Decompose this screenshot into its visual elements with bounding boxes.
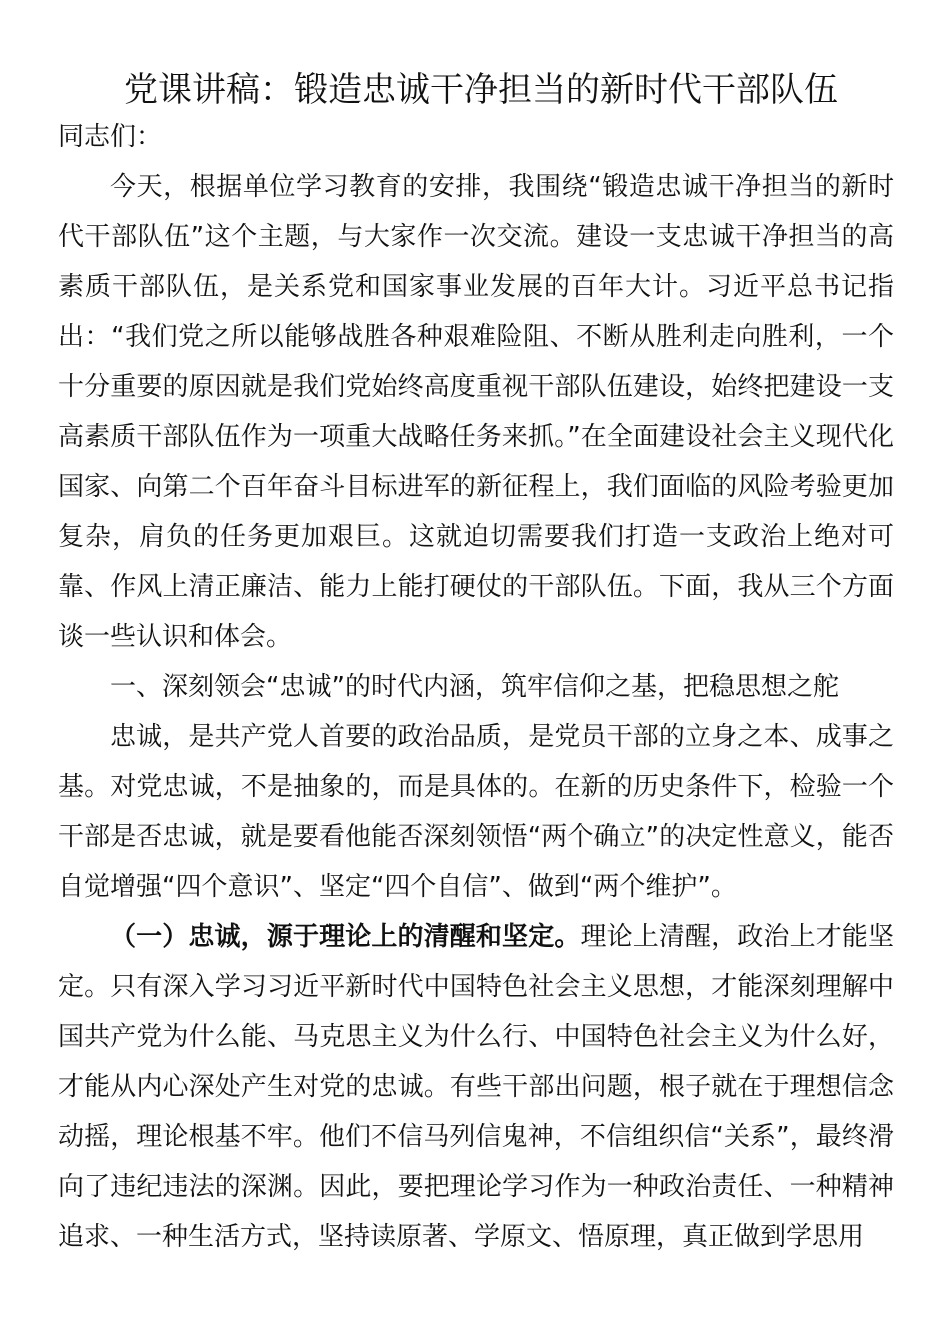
intro-paragraph: 今天，根据单位学习教育的安排，我围绕“锻造忠诚干净担当的新时代干部队伍”这个主题，与大家作一次交流。建设一支忠诚干净担当的高素质干部队伍，是关系党和国家事业发展的百年大计。习近平总书记指出：“我们党之所以能够战胜各种艰难险阻、不断从胜利走向胜利，一个十分重要的原因就是我们党始终高度重视干部队伍建设，始终把建设一支高素质干部队伍作为一项重大战略任务来抓。”在全面建设社会主义现代化国家、向第二个百年奋斗目标进军的新征程上，我们面临的风险考验更加复杂，肩负的任务更加艰巨。这就迫切需要我们打造一支政治上绝对可靠、作风上清正廉洁、能力上能打硬仗的干部队伍。下面，我从三个方面谈一些认识和体会。 [58,172,894,652]
document-title: 党课讲稿：锻造忠诚干净担当的新时代干部队伍 [124,70,838,110]
salutation: 同志们： [58,122,163,152]
document-page [58,62,894,1262]
subsection-1-body: 理论上清醒，政治上才能坚定。只有深入学习习近平新时代中国特色社会主义思想，才能深刻理解中国共产党为什么能、马克思主义为什么行、中国特色社会主义为什么好，才能从内心深处产生对党的忠诚。有些干部出问题，根子就在于理想信念动摇，理论根基不牢。他们不信马列信鬼神，不信组织信“关系”，最终滑向了违纪违法的深渊。因此，要把理论学习作为一种政治责任、一种精神追求、一种生活方式，坚持读原著、学原文、悟原理，真正做到学思用 [58,922,894,1252]
subsection-1-paragraph [58,912,894,1262]
subsection-1-heading: （一）忠诚，源于理论上的清醒和坚定。 [110,922,581,952]
section-1-paragraph: 忠诚，是共产党人首要的政治品质，是党员干部的立身之本、成事之基。对党忠诚，不是抽象的，而是具体的。在新的历史条件下，检验一个干部是否忠诚，就是要看他能否深刻领悟“两个确立”的决定性意义，能否自觉增强“四个意识”、坚定“四个自信”、做到“两个维护”。 [58,722,894,902]
section-1-heading: 一、深刻领会“忠诚”的时代内涵，筑牢信仰之基，把稳思想之舵 [110,672,839,702]
